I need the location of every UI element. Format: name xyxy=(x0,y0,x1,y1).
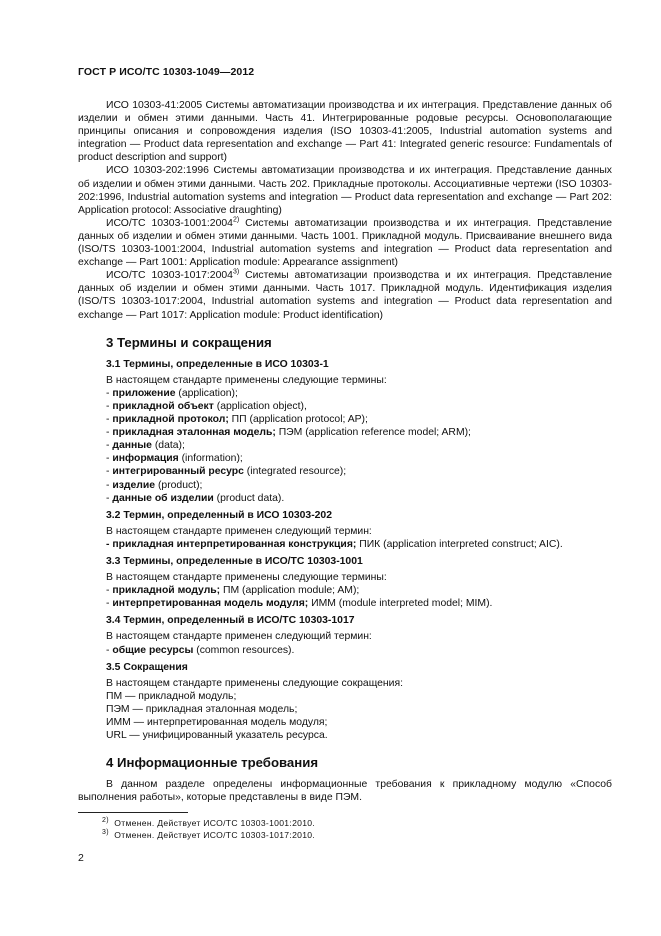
document-header: ГОСТ Р ИСО/ТС 10303-1049—2012 xyxy=(78,66,255,78)
term-item: - изделие (product); xyxy=(106,479,203,491)
footnote-item: $^{3)}$ Отменен. Действует ИСО/ТС 10303-1017:2010. xyxy=(102,828,316,840)
abbreviation-item: ПМ — прикладной модуль; xyxy=(106,690,237,702)
term-item: - интерпретированная модель модуля; ИММ (module interpreted model; MIM). xyxy=(106,598,493,610)
term-item: - прикладной объект (application object), xyxy=(106,400,307,412)
subsection-intro: В настоящем стандарте применены следующие сокращения: xyxy=(106,677,403,689)
term-item: - приложение (application); xyxy=(106,387,238,399)
term-item: - данные об изделии (product data). xyxy=(106,492,285,504)
reference-item: ИСО 10303-202:1996 Системы автоматизации производства и их интеграция. Представление данных об изделии и обмен этими данными. Часть 202. Прикладные протоколы. Ассоциативные чертежи (ISO 10303-202:1996, Industrial automation systems and integration — Product data representation and exchange — Part 202: Application protocol: Associative draughting) xyxy=(78,165,612,216)
subsection-3-5-title: 3.5 Сокращения xyxy=(106,661,188,673)
abbreviation-item: URL — унифицированный указатель ресурса. xyxy=(106,730,328,742)
normative-references xyxy=(78,99,612,322)
subsection-3-2-title: 3.2 Термин, определенный в ИСО 10303-202 xyxy=(106,509,332,521)
subsection-3-3-title: 3.3 Термины, определенные в ИСО/ТС 10303-1001 xyxy=(106,556,363,567)
footnote-ref[interactable]: 3) xyxy=(232,268,240,276)
footnotes xyxy=(78,812,612,841)
subsection-3-4-title: 3.4 Термин, определенный в ИСО/ТС 10303-1017 xyxy=(106,615,355,627)
footnote-ref[interactable]: 2) xyxy=(232,216,240,224)
section-4-title: 4 Информационные требования xyxy=(106,755,319,771)
subsection-intro: В настоящем стандарте применены следующие термины: xyxy=(106,572,387,584)
term-item: - прикладная интерпретированная конструкция; ПИК (application interpreted construct; AIC). xyxy=(106,538,563,550)
footnote-item: $^{2)}$ Отменен. Действует ИСО/ТС 10303-1001:2010. xyxy=(102,817,316,828)
subsection-intro: В настоящем стандарте применен следующий термин: xyxy=(106,631,372,643)
page-number: 2 xyxy=(78,852,84,864)
subsection-3-1-title: 3.1 Термины, определенные в ИСО 10303-1 xyxy=(106,358,329,370)
footnote-divider xyxy=(78,812,188,813)
abbreviation-item: ИММ — интерпретированная модель модуля; xyxy=(106,717,328,729)
reference-item: ИСО/ТС 10303-1001:2004$^{2)}$ Системы автоматизации производства и их интеграция. Представление данных об изделии и обмен этими данными. Часть 1001. Прикладной модуль. Присваивание внешнего вида (ISO/TS 10303-1001:2004, Industrial automation systems and integration — Product data representation and exchange — Part 1001: Application module: Appearance assignment) xyxy=(78,216,613,269)
page-content xyxy=(78,99,612,805)
term-item: - общие ресурсы (common resources). xyxy=(106,644,295,656)
section-3-title: 3 Термины и сокращения xyxy=(106,334,272,350)
subsection-intro: В настоящем стандарте применен следующий термин: xyxy=(106,525,372,537)
reference-item: ИСО 10303-41:2005 Системы автоматизации производства и их интеграция. Представление данных об изделии и обмен этими данными. Часть 41. Интегрированные родовые ресурсы. Основополагающие принципы описания и сопровождения изделия (ISO 10303-41:2005, Industrial automation systems and integration — Product data representation and exchange — Part 41: Integrated generic resource: Fundamentals of product description and support) xyxy=(78,100,612,164)
term-item: - прикладной модуль; ПМ (application module; AM); xyxy=(106,585,360,597)
abbreviation-item: ПЭМ — прикладная эталонная модель; xyxy=(106,703,298,715)
term-item: - данные (data); xyxy=(106,440,185,452)
term-item: - информация (information); xyxy=(106,453,243,465)
section-4-text: В данном разделе определены информационные требования к прикладному модулю «Способ выполнения работы», которые представлены в виде ПЭМ. xyxy=(78,779,612,804)
term-item: - прикладная эталонная модель; ПЭМ (application reference model; ARM); xyxy=(106,427,471,439)
term-item: - прикладной протокол; ПП (application protocol; AP); xyxy=(106,414,368,426)
term-item: - интегрированный ресурс (integrated resource); xyxy=(106,466,347,478)
subsection-intro: В настоящем стандарте применены следующие термины: xyxy=(106,374,387,386)
reference-item: ИСО/ТС 10303-1017:2004$^{3)}$ Системы автоматизации производства и их интеграция. Представление данных об изделии и обмен этими данными. Часть 1017. Прикладной модуль. Идентификация изделия (ISO/TS 10303-1017:2004, Industrial automation systems and integration — Product data representation and exchange — Part 1017: Application module: Product identification) xyxy=(78,268,613,321)
